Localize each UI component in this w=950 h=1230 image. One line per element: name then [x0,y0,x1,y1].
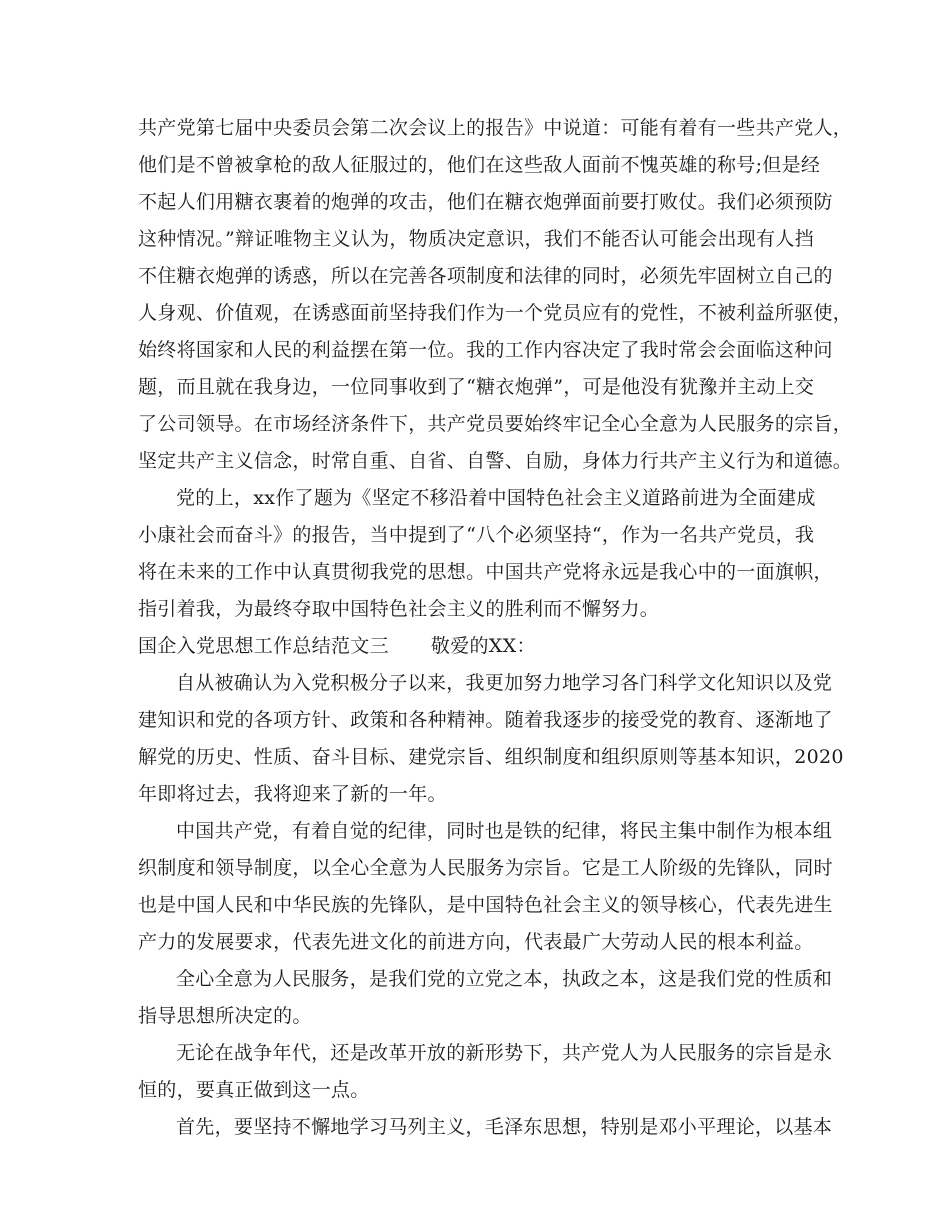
paragraph-2 [138,480,833,628]
text-line: 织制度和领导制度，以全心全意为人民服务为宗旨。它是工人阶级的先锋队，同时 [138,857,833,879]
paragraph-6 [138,1035,833,1109]
paragraph-7 [138,1109,833,1146]
text-line: 解党的历史、性质、奋斗目标、建党宗旨、组织制度和组织原则等基本知识，2020 [138,746,844,768]
text-line: 指导思想所决定的。 [138,1005,312,1027]
text-line: 坚定共产主义信念，时常自重、自省、自警、自励，身体力行共产主义行为和道德。 [138,450,853,472]
section-title: 国企入党思想工作总结范文三 [138,635,389,657]
text-line: 了公司领导。在市场经济条件下，共产党员要始终牢记全心全意为人民服务的宗旨， [138,413,853,435]
paragraph-1 [138,110,853,480]
paragraph-3 [138,665,844,813]
text-line: 建知识和党的各项方针、政策和各种精神。随着我逐步的接受党的教育、逐渐地了 [138,709,833,731]
text-line: 不住糖衣炮弹的诱惑，所以在完善各项制度和法律的同时，必须先牢固树立自己的 [138,265,833,287]
text-line: 人身观、价值观，在诱惑面前坚持我们作为一个党员应有的党性，不被利益所驱使， [138,302,853,324]
salutation: 敬爱的XX： [430,635,536,657]
text-line: 始终将国家和人民的利益摆在第一位。我的工作内容决定了我时常会会面临这种问 [138,339,833,361]
document-page [138,110,853,1146]
text-line: 无论在战争年代，还是改革开放的新形势下，共产党人为人民服务的宗旨是永 [176,1042,833,1064]
text-line: 自从被确认为入党积极分子以来，我更加努力地学习各门科学文化知识以及党 [176,672,833,694]
text-line: 产力的发展要求，代表先进文化的前进方向，代表最广大劳动人民的根本利益。 [138,931,814,953]
text-line: 他们是不曾被拿枪的敌人征服过的，他们在这些敌人面前不愧英雄的称号;但是经 [138,154,821,176]
text-line: 也是中国人民和中华民族的先锋队，是中国特色社会主义的领导核心，代表先进生 [138,894,833,916]
text-line: 题，而且就在我身边，一位同事收到了“糖衣炮弹”，可是他没有犹豫并主动上交 [138,376,815,398]
text-line: 共产党第七届中央委员会第二次会议上的报告》中说道：可能有着有一些共产党人， [138,117,853,139]
section-heading [138,628,822,665]
text-line: 将在未来的工作中认真贯彻我党的思想。中国共产党将永远是我心中的一面旗帜， [138,561,833,583]
text-line: 指引着我，为最终夺取中国特色社会主义的胜利而不懈努力。 [138,598,660,620]
text-line: 首先，要坚持不懈地学习马列主义，毛泽东思想，特别是邓小平理论，以基本 [176,1116,833,1138]
text-line: 党的上，xx作了题为《坚定不移沿着中国特色社会主义道路前进为全面建成 [176,487,816,509]
text-line: 不起人们用糖衣裹着的炮弹的攻击，他们在糖衣炮弹面前要打败仗。我们必须预防 [138,191,833,213]
text-line: 中国共产党，有着自觉的纪律，同时也是铁的纪律，将民主集中制作为根本组 [176,820,833,842]
text-line: 年即将过去，我将迎来了新的一年。 [138,783,447,805]
text-line: 恒的，要真正做到这一点。 [138,1079,370,1101]
text-line: 全心全意为人民服务，是我们党的立党之本，执政之本，这是我们党的性质和 [176,968,833,990]
text-line: 小康社会而奋斗》的报告，当中提到了“八个必须坚持“，作为一名共产党员，我 [138,524,815,546]
paragraph-5 [138,961,833,1035]
text-line: 这种情况。”辩证唯物主义认为，物质决定意识，我们不能否认可能会出现有人挡 [138,228,815,250]
paragraph-4 [138,813,833,961]
